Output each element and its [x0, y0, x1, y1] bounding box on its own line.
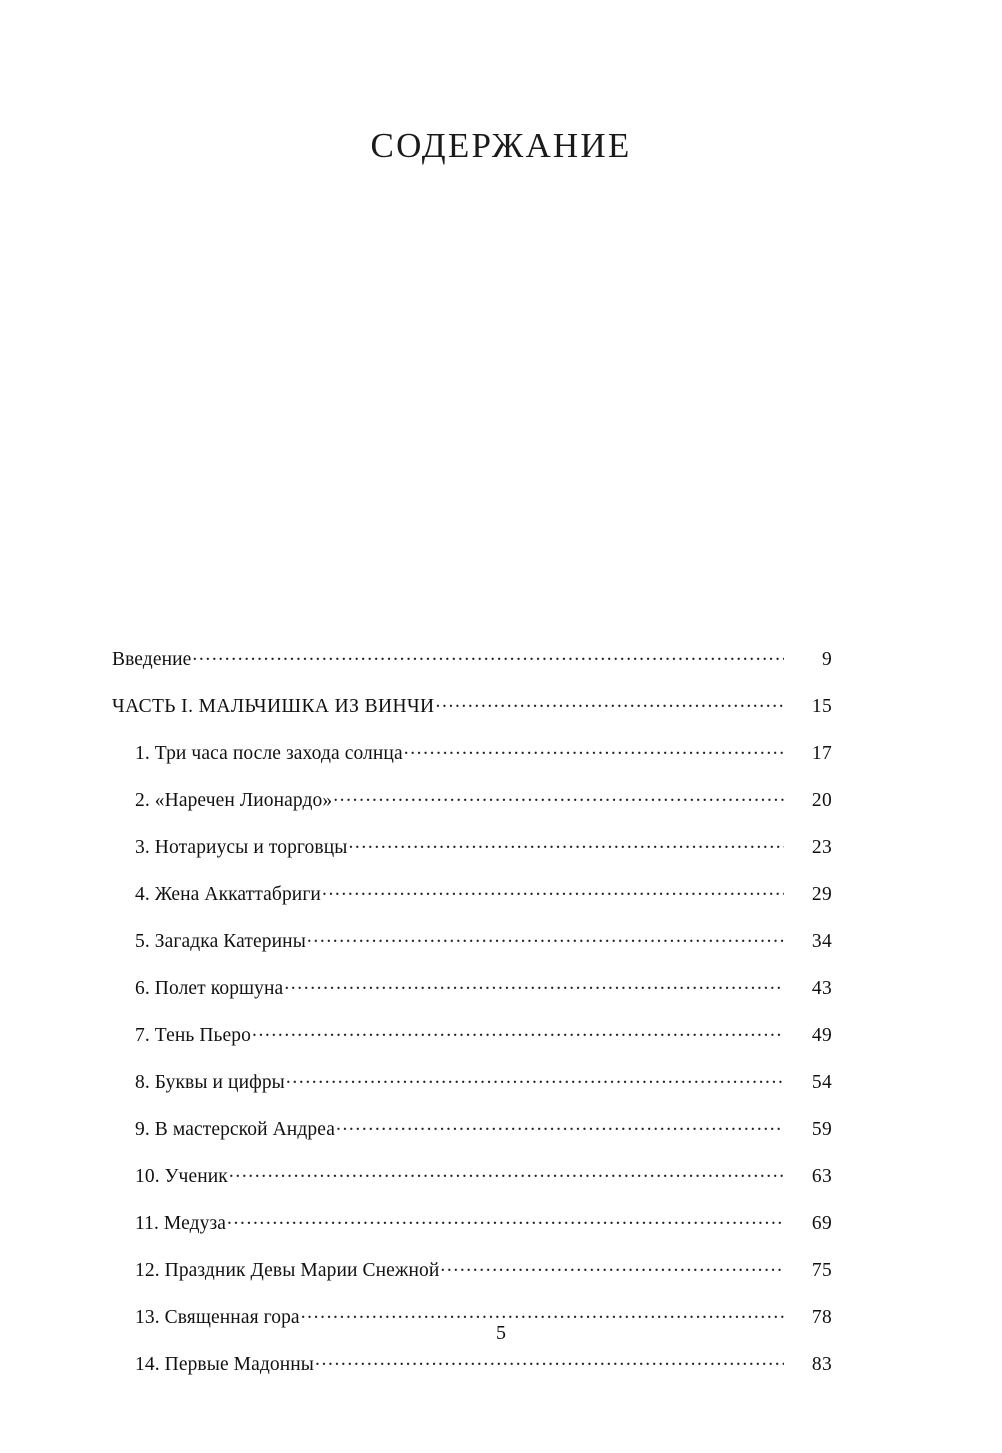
- toc-entry-page-number: 29: [811, 883, 832, 905]
- toc-entry-label: 11. Медуза: [135, 1212, 227, 1234]
- toc-leader-dots: [252, 1021, 784, 1041]
- toc-entry[interactable]: [112, 974, 832, 998]
- toc-leader-dots: [286, 1068, 784, 1088]
- toc-entry-label: ЧАСТЬ I. МАЛЬЧИШКА ИЗ ВИНЧИ: [112, 695, 435, 717]
- toc-entry-label: 13. Священная гора: [135, 1306, 300, 1328]
- page-title: СОДЕРЖАНИЕ: [370, 126, 632, 165]
- toc-entry[interactable]: [112, 786, 832, 810]
- toc-leader-dots: [440, 1256, 784, 1276]
- toc-entry[interactable]: [112, 1068, 832, 1092]
- toc-entry-page-number: 17: [811, 742, 832, 764]
- toc-entry-label: Введение: [112, 648, 192, 670]
- toc-entry-page-number: 75: [811, 1259, 832, 1281]
- toc-entry-page-number: 23: [811, 836, 832, 858]
- toc-entry-page-number: 20: [811, 789, 832, 811]
- toc-entry-page-number: 83: [811, 1353, 832, 1375]
- toc-entry-label: 10. Ученик: [135, 1165, 228, 1187]
- toc-entry-page-number: 9: [821, 648, 832, 670]
- toc-entry-page-number: 63: [811, 1165, 832, 1187]
- toc-entry-label: 8. Буквы и цифры: [135, 1071, 285, 1093]
- toc-entry[interactable]: [112, 1209, 832, 1233]
- toc-entry[interactable]: [112, 1115, 832, 1139]
- toc-entry[interactable]: [112, 692, 832, 716]
- toc-leader-dots: [404, 739, 784, 759]
- toc-entry[interactable]: [112, 1162, 832, 1186]
- toc-leader-dots: [227, 1209, 784, 1229]
- toc-entry-label: 9. В мастерской Андреа: [135, 1118, 335, 1140]
- toc-entry-label: 12. Праздник Девы Марии Снежной: [135, 1259, 440, 1281]
- toc-leader-dots: [322, 880, 784, 900]
- toc-leader-dots: [229, 1162, 784, 1182]
- toc-leader-dots: [315, 1350, 784, 1370]
- toc-entry[interactable]: [112, 645, 832, 669]
- toc-leader-dots: [348, 833, 784, 853]
- toc-entry-label: 1. Три часа после захода солнца: [135, 742, 403, 764]
- toc-leader-dots: [436, 692, 784, 712]
- toc-leader-dots: [192, 645, 784, 665]
- toc-entry-label: 3. Нотариусы и торговцы: [135, 836, 348, 858]
- toc-entry-label: 7. Тень Пьеро: [135, 1024, 251, 1046]
- toc-entry[interactable]: [112, 927, 832, 951]
- toc-entry-page-number: 59: [811, 1118, 832, 1140]
- toc-leader-dots: [284, 974, 784, 994]
- toc-entry-label: 5. Загадка Катерины: [135, 930, 306, 952]
- toc-entry-page-number: 69: [811, 1212, 832, 1234]
- toc-leader-dots: [333, 786, 784, 806]
- page-number: 5: [496, 1322, 506, 1344]
- toc-entry[interactable]: [112, 880, 832, 904]
- toc-entry[interactable]: [112, 1256, 832, 1280]
- toc-entry-label: 6. Полет коршуна: [135, 977, 284, 999]
- toc-entry-page-number: 15: [811, 695, 832, 717]
- toc-entry[interactable]: [112, 1350, 832, 1374]
- toc-entry-page-number: 54: [811, 1071, 832, 1093]
- toc-entry-label: 2. «Наречен Лионардо»: [135, 789, 333, 811]
- toc-entry[interactable]: [112, 739, 832, 763]
- toc-entry-page-number: 49: [811, 1024, 832, 1046]
- toc-entry-label: 4. Жена Аккаттабриги: [135, 883, 321, 905]
- toc-entry-page-number: 78: [811, 1306, 832, 1328]
- toc-leader-dots: [336, 1115, 784, 1135]
- toc-entry-page-number: 34: [811, 930, 832, 952]
- table-of-contents: [112, 645, 832, 1397]
- toc-entry-page-number: 43: [811, 977, 832, 999]
- toc-leader-dots: [307, 927, 784, 947]
- toc-entry-label: 14. Первые Мадонны: [135, 1353, 315, 1375]
- toc-leader-dots: [301, 1303, 784, 1323]
- toc-entry[interactable]: [112, 833, 832, 857]
- toc-entry[interactable]: [112, 1021, 832, 1045]
